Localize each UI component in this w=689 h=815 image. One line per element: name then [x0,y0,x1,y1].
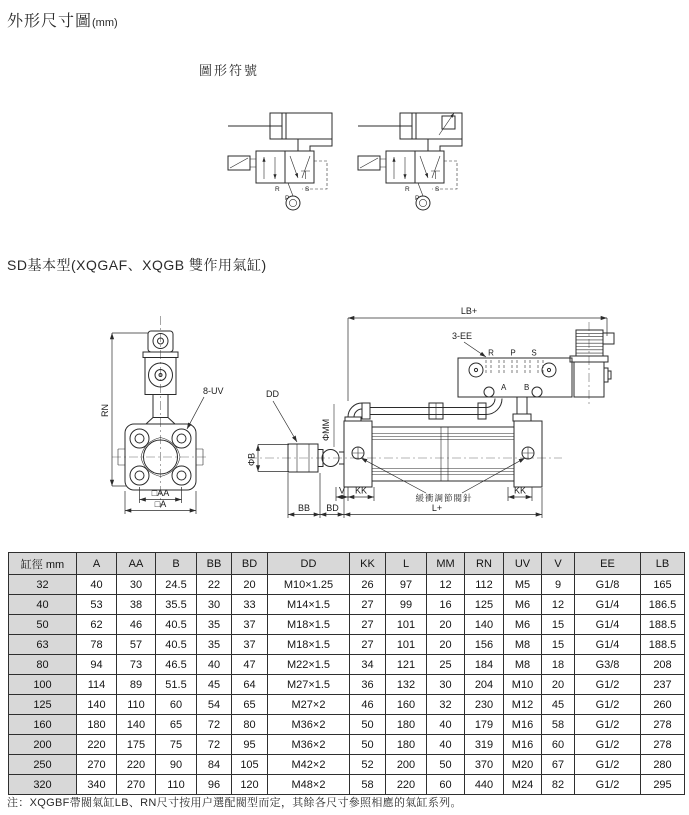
dim-label-kk-right: KK [513,485,527,496]
col-header: B [156,553,197,575]
col-header: RN [465,553,504,575]
cell-value: 120 [232,775,268,795]
cell-value: 38 [117,595,156,615]
cell-value: 82 [542,775,575,795]
col-header: DD [268,553,350,575]
cell-value: 99 [386,595,427,615]
cell-value: 186.5 [641,595,685,615]
cell-value: 110 [117,695,156,715]
dim-label-v: V [338,485,346,496]
cell-value: 278 [641,715,685,735]
symbol-port-s: S [305,186,310,193]
table-row [9,655,685,675]
cell-value: M8 [504,655,542,675]
cell-value: 97 [386,575,427,595]
dim-label-l: L+ [431,503,443,513]
cell-value: M20 [504,755,542,775]
page-title-unit: (mm) [92,17,118,29]
dim-label-dd: DD [266,389,279,399]
cell-value: G3/8 [575,655,641,675]
cell-value: 184 [465,655,504,675]
cell-value: 67 [542,755,575,775]
cell-value: 60 [156,695,197,715]
symbol-heading: 圖形符號 [199,63,260,78]
cell-value: 280 [641,755,685,775]
symbol-port-r: R [405,186,410,193]
cell-value: 27 [350,635,386,655]
dim-label-mm: ΦMM [321,418,331,441]
cell-value: 140 [465,615,504,635]
cell-value: 95 [232,735,268,755]
cell-value: 15 [542,615,575,635]
cell-value: 204 [465,675,504,695]
col-header: UV [504,553,542,575]
symbol-port-p: P [415,195,420,202]
cell-value: 9 [542,575,575,595]
cell-value: 35 [197,615,232,635]
cell-value: 121 [386,655,427,675]
dim-label-ee: 3-EE [452,331,473,341]
dim-label-b: ΦB [246,452,257,466]
cell-value: M27×1.5 [268,675,350,695]
cell-value: 90 [156,755,197,775]
cell-value: 110 [156,775,197,795]
cell-value: M18×1.5 [268,635,350,655]
cell-value: 20 [427,635,465,655]
cell-value: M6 [504,595,542,615]
cell-value: 156 [465,635,504,655]
cell-value: 35.5 [156,595,197,615]
dim-table-body [9,575,685,795]
cell-value: G1/4 [575,615,641,635]
cell-value: 160 [386,695,427,715]
cell-value: 30 [197,595,232,615]
cell-bore: 125 [9,695,77,715]
cell-bore: 100 [9,675,77,695]
cell-bore: 250 [9,755,77,775]
cell-value: M16 [504,715,542,735]
valve-symbol-basic [228,113,332,210]
dimension-table [8,552,685,795]
cell-value: 33 [232,595,268,615]
cell-value: 40 [427,715,465,735]
col-header: LB [641,553,685,575]
cell-value: M6 [504,615,542,635]
cell-value: 50 [350,715,386,735]
cell-value: M5 [504,575,542,595]
cell-value: 18 [542,655,575,675]
cell-value: 80 [232,715,268,735]
cell-value: 96 [197,775,232,795]
cell-value: 46 [117,615,156,635]
cell-value: 46 [350,695,386,715]
port-label-p: P [510,348,516,358]
cell-bore: 63 [9,635,77,655]
side-view [336,306,614,518]
cell-value: 25 [427,655,465,675]
cell-value: 140 [117,715,156,735]
cell-value: 40.5 [156,615,197,635]
cell-value: 73 [117,655,156,675]
cell-value: 50 [350,735,386,755]
cell-value: 188.5 [641,635,685,655]
cell-value: 16 [427,595,465,615]
cell-value: G1/2 [575,675,641,695]
cell-bore: 80 [9,655,77,675]
dim-label-aa: □AA [151,488,170,498]
cell-value: 105 [232,755,268,775]
cell-value: 260 [641,695,685,715]
cell-value: 220 [117,755,156,775]
cell-value: 15 [542,635,575,655]
cell-value: 58 [542,715,575,735]
col-header-bore: 缸徑 mm [9,553,77,575]
cell-value: 37 [232,615,268,635]
cell-value: 125 [465,595,504,615]
cell-bore: 32 [9,575,77,595]
cell-value: 30 [427,675,465,695]
cell-value: 62 [77,615,117,635]
cell-value: 72 [197,735,232,755]
cell-value: 12 [427,575,465,595]
cell-bore: 40 [9,595,77,615]
cell-value: 22 [197,575,232,595]
cell-bore: 50 [9,615,77,635]
cell-value: 53 [77,595,117,615]
cell-value: 89 [117,675,156,695]
cell-value: 230 [465,695,504,715]
table-row [9,735,685,755]
cell-value: 52 [350,755,386,775]
cell-value: 340 [77,775,117,795]
cell-value: 40 [197,655,232,675]
table-row [9,635,685,655]
cell-value: M36×2 [268,735,350,755]
cell-value: 50 [427,755,465,775]
cell-value: 319 [465,735,504,755]
dimension-drawing [15,298,689,548]
cell-value: G1/4 [575,595,641,615]
page-title-text: 外形尺寸圖 [7,13,93,30]
cell-value: 112 [465,575,504,595]
cell-value: 94 [77,655,117,675]
col-header: KK [350,553,386,575]
cell-value: 270 [77,755,117,775]
cell-value: 45 [197,675,232,695]
col-header: A [77,553,117,575]
cell-value: 27 [350,615,386,635]
cell-bore: 320 [9,775,77,795]
cell-value: 270 [117,775,156,795]
table-row [9,575,685,595]
port-label-s: S [531,348,537,358]
cell-value: 278 [641,735,685,755]
table-row [9,775,685,795]
cell-value: G1/2 [575,775,641,795]
cell-bore: 160 [9,715,77,735]
dim-label-kk-left: KK [354,485,368,496]
cell-value: M14×1.5 [268,595,350,615]
cell-value: 46.5 [156,655,197,675]
dim-label-bb: BB [297,503,311,513]
cell-value: 47 [232,655,268,675]
cell-value: M24 [504,775,542,795]
page-title [7,8,118,31]
cell-value: 54 [197,695,232,715]
cell-value: M12 [504,695,542,715]
cell-value: 101 [386,615,427,635]
cell-value: 40 [77,575,117,595]
cell-value: 84 [197,755,232,775]
cell-value: 78 [77,635,117,655]
symbol-port-s: S [435,186,440,193]
cell-value: 35 [197,635,232,655]
cell-value: 27 [350,595,386,615]
table-row [9,595,685,615]
cell-value: 20 [542,675,575,695]
cell-value: G1/2 [575,735,641,755]
col-header: BD [232,553,268,575]
rod-end-detail [247,389,563,518]
table-row [9,675,685,695]
schematic-symbols [222,106,487,224]
cell-value: 75 [156,735,197,755]
cell-value: 65 [156,715,197,735]
valve-symbol-cushioned [358,113,462,210]
cell-value: G1/2 [575,715,641,735]
cell-value: M8 [504,635,542,655]
cell-value: M18×1.5 [268,615,350,635]
cushion-needle-label: 緩衝調節閥針 [415,493,473,503]
col-header: BB [197,553,232,575]
cell-value: 175 [117,735,156,755]
col-header: V [542,553,575,575]
cell-value: 220 [77,735,117,755]
cell-value: 165 [641,575,685,595]
cell-value: 180 [77,715,117,735]
col-header: L [386,553,427,575]
cell-value: 370 [465,755,504,775]
symbol-port-p: P [285,195,290,202]
cell-value: 20 [232,575,268,595]
dim-label-rn: RN [100,404,110,417]
cell-value: 36 [350,675,386,695]
cell-value: 200 [386,755,427,775]
col-header: MM [427,553,465,575]
cell-value: 188.5 [641,615,685,635]
cell-value: 32 [427,695,465,715]
port-label-r: R [488,348,494,358]
cell-value: 57 [117,635,156,655]
cell-value: 60 [542,735,575,755]
cell-value: M27×2 [268,695,350,715]
col-header: AA [117,553,156,575]
cell-value: G1/8 [575,575,641,595]
cell-value: 180 [386,735,427,755]
cell-value: G1/4 [575,635,641,655]
cell-value: 220 [386,775,427,795]
cell-value: 26 [350,575,386,595]
cell-value: 237 [641,675,685,695]
cell-value: 20 [427,615,465,635]
cell-value: M48×2 [268,775,350,795]
dim-label-bd: BD [326,503,339,513]
dim-label-a: □A [154,499,167,509]
cell-value: 58 [350,775,386,795]
cell-value: 179 [465,715,504,735]
cell-value: 24.5 [156,575,197,595]
cell-value: M22×1.5 [268,655,350,675]
cell-value: G1/2 [575,695,641,715]
cell-value: 180 [386,715,427,735]
cell-bore: 200 [9,735,77,755]
cell-value: 40.5 [156,635,197,655]
cell-value: M10×1.25 [268,575,350,595]
cell-value: G1/2 [575,755,641,775]
cell-value: 114 [77,675,117,695]
cell-value: 140 [77,695,117,715]
cell-value: 208 [641,655,685,675]
section-heading: SD基本型(XQGAF、XQGB 雙作用氣缸) [7,257,267,273]
cell-value: 51.5 [156,675,197,695]
cell-value: 101 [386,635,427,655]
cell-value: M16 [504,735,542,755]
port-label-b: B [524,383,530,392]
cell-value: 30 [117,575,156,595]
cell-value: 132 [386,675,427,695]
dim-table-header-row [9,553,685,575]
cell-value: 72 [197,715,232,735]
cell-value: 64 [232,675,268,695]
table-row [9,755,685,775]
col-header: EE [575,553,641,575]
dim-label-uv: 8-UV [203,386,224,396]
table-row [9,715,685,735]
cell-value: 45 [542,695,575,715]
table-row [9,615,685,635]
cell-value: 295 [641,775,685,795]
cell-value: M36×2 [268,715,350,735]
dim-label-lb: LB+ [460,306,478,316]
cell-value: M42×2 [268,755,350,775]
port-label-a: A [501,383,507,392]
cell-value: 440 [465,775,504,795]
symbol-port-r: R [275,186,280,193]
cell-value: 37 [232,635,268,655]
cell-value: 40 [427,735,465,755]
footnote: 注：XQGBF帶閥氣缸LB、RN尺寸按用户選配閥型而定，其餘各尺寸參照相應的氣缸系列。 [7,797,462,809]
cell-value: 34 [350,655,386,675]
cell-value: M10 [504,675,542,695]
table-row [9,695,685,715]
cell-value: 12 [542,595,575,615]
front-view [100,316,224,514]
cell-value: 65 [232,695,268,715]
cell-value: 60 [427,775,465,795]
